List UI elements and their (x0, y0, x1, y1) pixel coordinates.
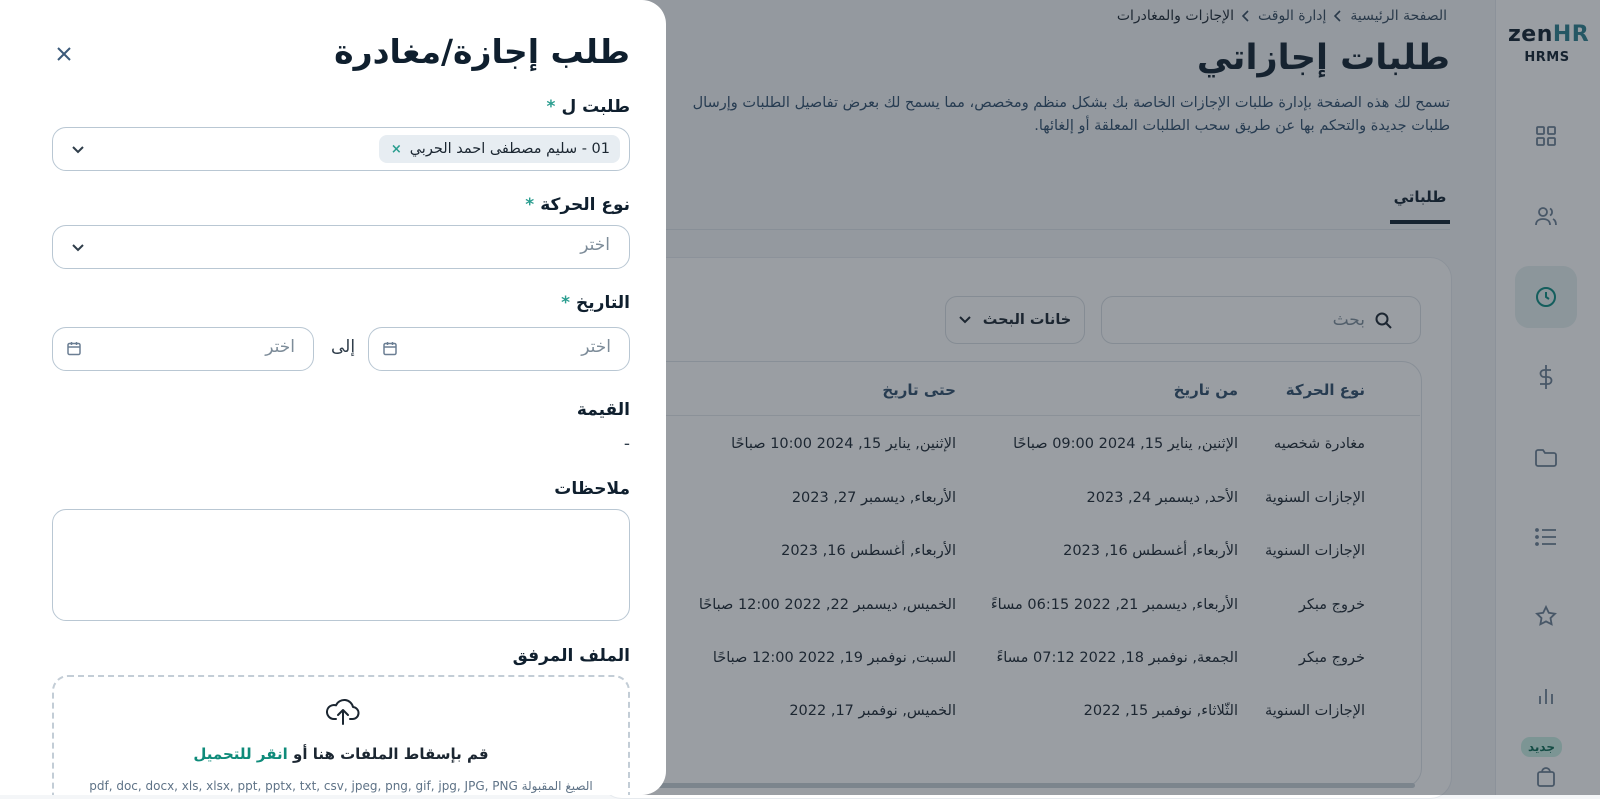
date-from-placeholder: اختر (581, 337, 611, 357)
cell-to-date: الأربعاء, ديسمبر 27, 2023 (791, 490, 956, 506)
selected-employee-label: 01 - سليم مصطفى احمد الحربي (409, 141, 610, 157)
new-badge: جديد (1521, 737, 1562, 757)
close-icon (56, 46, 72, 62)
cell-movement-type: مغادرة شخصيه (1273, 436, 1365, 452)
attachment-label: الملف المرفق (512, 646, 630, 666)
column-header-to-date[interactable]: حتى تاريخ (882, 381, 956, 399)
chevron-down-icon[interactable] (71, 238, 85, 258)
upload-cloud-icon (326, 697, 360, 725)
tab-my-requests[interactable]: طلباتي (1390, 188, 1450, 224)
breadcrumb-home[interactable]: الصفحة الرئيسية (1350, 8, 1447, 24)
movement-type-label: نوع الحركة* (525, 195, 630, 215)
drawer-title: طلب إجازة/مغادرة (334, 32, 630, 71)
date-label: التاريخ* (561, 293, 630, 313)
leave-request-drawer (0, 0, 666, 795)
page-description-line-1: تسمح لك هذه الصفحة بإدارة طلبات الإجازات الخاصة بك بشكل منظم ومخصص، مما يسمح لك بعرض تفاصيل الطلبات وإرسال (692, 95, 1450, 111)
page-description-line-2: طلبات جديدة والتحكم بها عن طريق سحب الطلبات المعلقة أو إلغائها. (1034, 118, 1450, 134)
selected-employee-chip (379, 135, 620, 163)
cell-movement-type: خروج مبكر (1298, 650, 1365, 666)
cell-to-date: الخميس, ديسمبر 22, 2022 12:00 صباحًا (698, 597, 956, 613)
cell-from-date: الأربعاء, ديسمبر 21, 2022 06:15 مساءً (990, 597, 1238, 613)
calendar-icon (67, 341, 81, 356)
movement-type-select[interactable] (52, 225, 630, 269)
search-placeholder: بحث (1332, 310, 1365, 330)
calendar-icon (383, 341, 397, 356)
cell-from-date: الأربعاء, أغسطس 16, 2023 (1063, 543, 1238, 559)
requested-for-select[interactable] (52, 127, 630, 171)
dropzone-text (52, 745, 630, 763)
close-button[interactable] (50, 40, 78, 68)
cell-to-date: الأربعاء, أغسطس 16, 2023 (781, 543, 956, 559)
breadcrumb-current: الإجازات والمغادرات (1116, 8, 1235, 24)
breadcrumb-time-management[interactable]: إدارة الوقت (1258, 8, 1327, 24)
remove-chip-icon[interactable]: × (390, 141, 402, 157)
cell-from-date: الإثنين, يناير 15, 2024 09:00 صباحًا (1013, 436, 1238, 452)
click-to-upload-link[interactable]: انقر للتحميل (193, 745, 288, 763)
movement-type-placeholder: اختر (580, 235, 610, 255)
column-header-movement-type[interactable]: نوع الحركة (1285, 381, 1365, 399)
logo-subtitle: HRMS (1524, 50, 1570, 65)
date-range-to-label: إلى (331, 337, 356, 357)
notes-label: ملاحظات (554, 479, 630, 499)
date-to-field[interactable] (52, 327, 314, 371)
cell-to-date: السبت, نوفمبر 19, 2022 12:00 صباحًا (712, 650, 956, 666)
accepted-formats: الصيغ المقبولة pdf, doc, docx, xls, xlsx, ppt, pptx, txt, csv, jpeg, png, gif, jpg, JPG, PNG (89, 779, 593, 793)
value-display: - (623, 434, 630, 454)
notes-textarea[interactable] (52, 509, 630, 621)
cell-movement-type: خروج مبكر (1298, 597, 1365, 613)
cell-to-date: الإثنين, يناير 15, 2024 10:00 صباحًا (731, 436, 956, 452)
cell-from-date: الأحد, ديسمبر 24, 2023 (1086, 490, 1238, 506)
logo-text: zenHR (1508, 22, 1590, 47)
cell-movement-type: الإجازات السنوية (1264, 543, 1365, 559)
date-from-field[interactable] (368, 327, 630, 371)
date-to-placeholder: اختر (265, 337, 295, 357)
cell-from-date: الجمعة, نوفمبر 18, 2022 07:12 مساءً (996, 650, 1238, 666)
cell-movement-type: الإجازات السنوية (1264, 703, 1365, 719)
cell-to-date: الخميس, نوفمبر 17, 2022 (789, 703, 956, 719)
cell-from-date: الثّلاثاء, نوفمبر 15, 2022 (1083, 703, 1238, 719)
page-title: طلبات إجازاتي (1196, 38, 1450, 78)
search-fields-label: خانات البحث (982, 312, 1072, 328)
cell-movement-type: الإجازات السنوية (1264, 490, 1365, 506)
file-dropzone[interactable] (52, 675, 630, 795)
dropzone-instruction: قم بإسقاط الملفات هنا أو (293, 745, 489, 763)
column-header-from-date[interactable]: من تاريخ (1173, 381, 1238, 399)
requested-for-label: طلبت ل* (546, 97, 630, 117)
chevron-down-icon[interactable] (71, 140, 85, 160)
value-label: القيمة (576, 400, 630, 420)
